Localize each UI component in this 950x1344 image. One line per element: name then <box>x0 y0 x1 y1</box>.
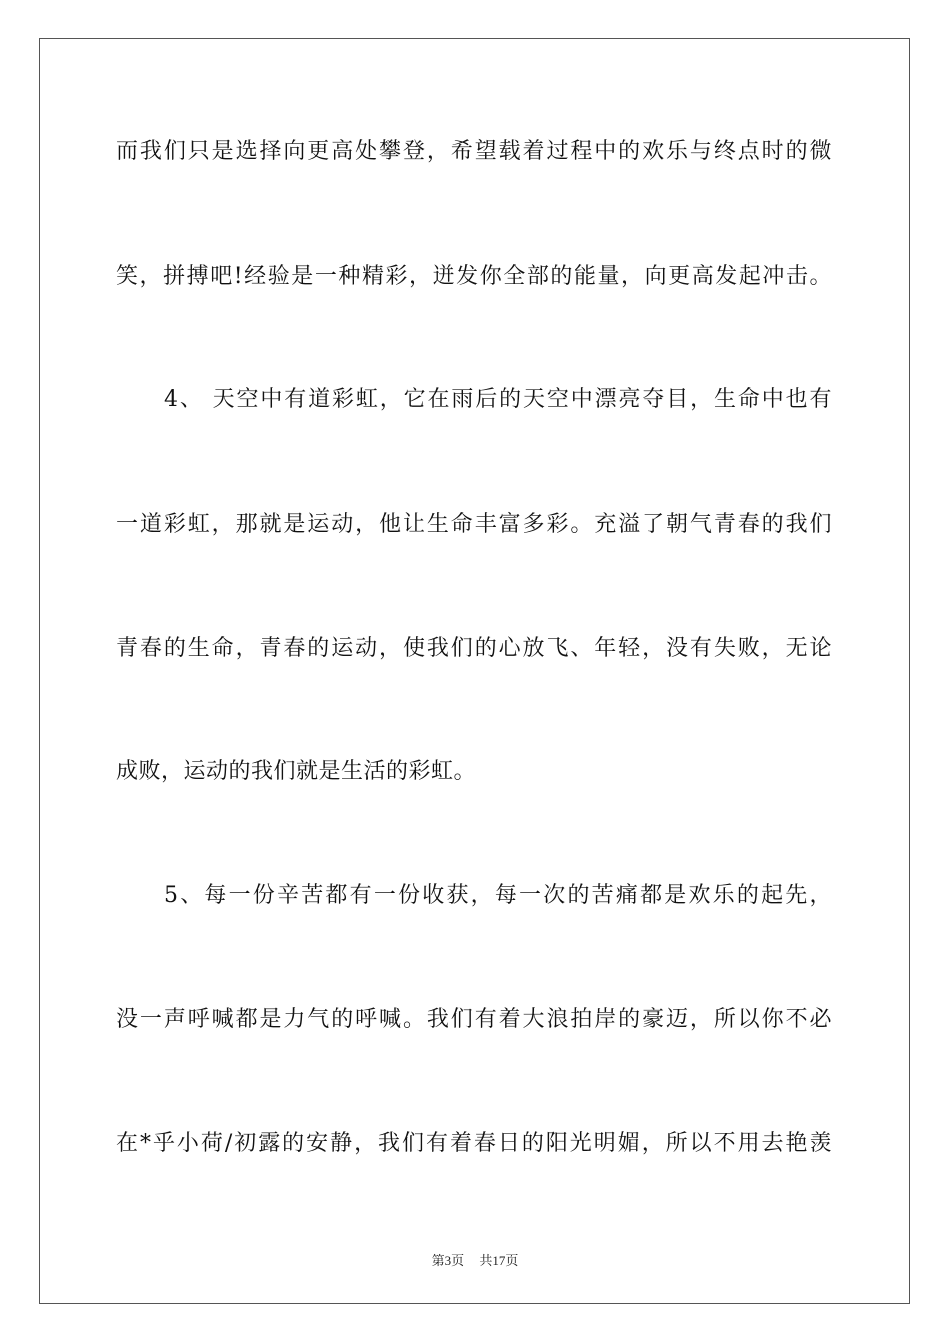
text-line-7: 5、每一份辛苦都有一份收获，每一次的苦痛都是欢乐的起先， <box>164 883 832 908</box>
text-line-4: 一道彩虹，那就是运动，他让生命丰富多彩。充溢了朝气青春的我们 <box>116 512 832 537</box>
text-line-2: 笑，拼搏吧!经验是一种精彩，迸发你全部的能量，向更高发起冲击。 <box>116 264 832 289</box>
text-line-9: 在*乎小荷/初露的安静，我们有着春日的阳光明媚，所以不用去艳羡 <box>116 1131 832 1156</box>
text-line-6: 成败，运动的我们就是生活的彩虹。 <box>116 759 477 784</box>
page-footer <box>0 1250 950 1269</box>
text-line-5: 青春的生命，青春的运动，使我们的心放飞、年轻，没有失败，无论 <box>116 636 832 661</box>
text-line-3: 4、 天空中有道彩虹，它在雨后的天空中漂亮夺目，生命中也有 <box>164 387 832 412</box>
page-total: 共17页 <box>479 1253 519 1268</box>
page-number: 第3页 <box>431 1253 465 1268</box>
text-line-8: 没一声呼喊都是力气的呼喊。我们有着大浪拍岸的豪迈，所以你不必 <box>116 1007 832 1032</box>
page-border <box>39 38 910 1304</box>
text-line-1: 而我们只是选择向更高处攀登，希望载着过程中的欢乐与终点时的微 <box>116 139 832 164</box>
